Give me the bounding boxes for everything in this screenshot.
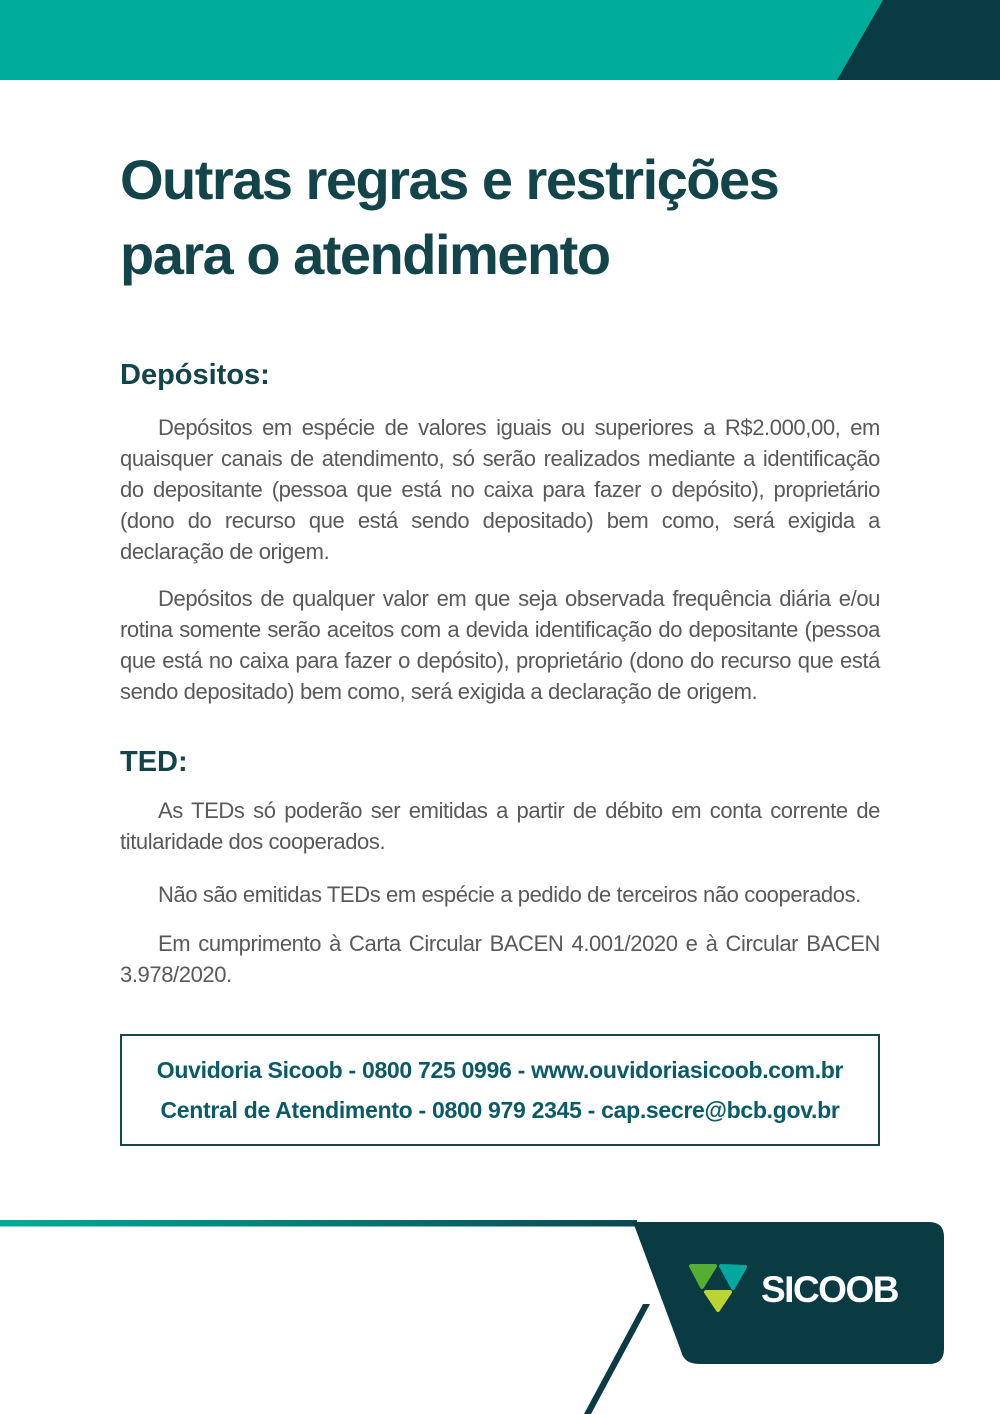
footer-gradient-line [0,1220,637,1227]
contact-line-central: Central de Atendimento - 0800 979 2345 - cap.secre@bcb.gov.br [160,1097,840,1123]
paragraph-ted-2: Não são emitidas TEDs em espécie a pedido de terceiros não cooperados. [158,882,861,907]
section-heading-ted: TED: [120,746,188,778]
section-heading-depositos: Depósitos: [120,359,270,391]
paragraph-depositos-2: Depósitos de qualquer valor em que seja observada frequência diária e/ou rotina somente serão aceitos com a devida identificação do depositante (pessoa que está no caixa para fazer o depósito), proprietário (dono do recurso que está sendo depositado) bem como, será exigida a declaração de origem. [120,586,880,704]
contact-box [120,1034,880,1146]
contact-line-ouvidoria: Ouvidoria Sicoob - 0800 725 0996 - www.ouvidoriasicoob.com.br [156,1057,844,1083]
footer-ribbon [0,1214,1000,1414]
paragraph-depositos-1: Depósitos em espécie de valores iguais ou superiores a R$2.000,00, em quaisquer canais de atendimento, só serão realizados mediante a identificação do depositante (pessoa que está no caixa para fazer o depósito), proprietário (dono do recurso que está sendo depositado) bem como, será exigida a declaração de origem. [120,415,880,564]
paragraph-ted-3: Em cumprimento à Carta Circular BACEN 4.001/2020 e à Circular BACEN 3.978/2020. [120,931,880,987]
footer-diagonal-line [584,1304,650,1414]
paragraph-ted-1: As TEDs só poderão ser emitidas a partir de débito em conta corrente de titularidade dos cooperados. [120,798,880,854]
sicoob-logo-text: SICOOB [761,1269,898,1310]
page-title [120,142,880,292]
page-title-line-1: Outras regras e restrições [120,148,779,211]
content-column [0,80,1000,1146]
page-title-line-2: para o atendimento [120,223,610,286]
